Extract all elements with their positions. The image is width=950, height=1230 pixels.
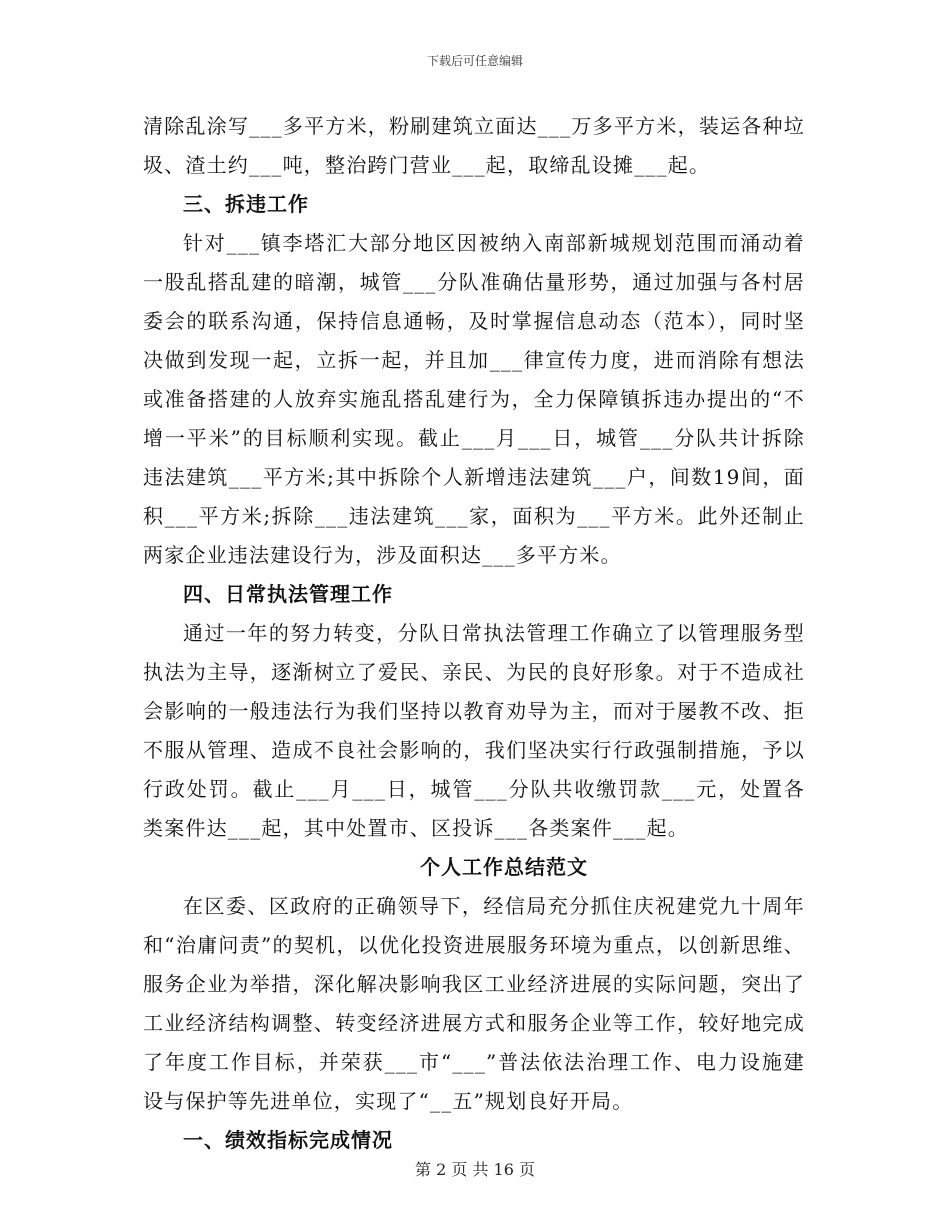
section-heading-performance: 一、绩效指标完成情况 xyxy=(183,1128,393,1152)
header-note: 下载后可任意编辑 xyxy=(426,54,523,68)
page-number: 第 2 页 共 16 页 xyxy=(415,1160,535,1179)
section-heading-demolition: 三、拆违工作 xyxy=(183,192,309,216)
paragraph-daily-enforcement: 通过一年的努力转变，分队日常执法管理工作确立了以管理服务型执法为主导，逐渐树立了爱民、亲民、为民的良好形象。对于不造成社会影响的一般违法行为我们坚持以教育劝导为主，而对于屡教不改、拒不服从管理、造成不良社会影响的，我们坚决实行行政强制措施，予以行政处罚。截止___月___日，城管___分队共收缴罚款___元，处置各类案件达___起，其中处置市、区投诉___各类案件___起。 xyxy=(143,621,805,840)
paragraph-intro: 清除乱涂写___多平方米，粉刷建筑立面达___万多平方米，装运各种垃圾、渣土约___吨，整治跨门营业___起，取缔乱设摊___起。 xyxy=(143,114,805,177)
document-title: 个人工作总结范文 xyxy=(420,855,588,879)
section-heading-daily-enforcement: 四、日常执法管理工作 xyxy=(183,582,393,606)
paragraph-summary: 在区委、区政府的正确领导下，经信局充分抓住庆祝建党九十周年和“治庸问责”的契机，以优化投资进展服务环境为重点，以创新思维、服务企业为举措，深化解决影响我区工业经济进展的实际问题，突出了工业经济结构调整、转变经济进展方式和服务企业等工作，较好地完成了年度工作目标，并荣获___市“___”普法依法治理工作、电力设施建设与保护等先进单位，实现了“__五”规划良好开局。 xyxy=(143,894,805,1113)
document-body xyxy=(143,107,805,1160)
paragraph-demolition: 针对___镇李塔汇大部分地区因被纳入南部新城规划范围而涌动着一股乱搭乱建的暗潮，城管___分队准确估量形势，通过加强与各村居委会的联系沟通，保持信息通畅，及时掌握信息动态（范本），同时坚决做到发现一起，立拆一起，并且加___律宣传力度，进而消除有想法或准备搭建的人放弃实施乱搭乱建行为，全力保障镇拆违办提出的“不增一平米”的目标顺利实现。截止___月___日，城管___分队共计拆除违法建筑___平方米;其中拆除个人新增违法建筑___户，间数19间，面积___平方米;拆除___违法建筑___家，面积为___平方米。此外还制止两家企业违法建设行为，涉及面积达___多平方米。 xyxy=(143,231,805,567)
